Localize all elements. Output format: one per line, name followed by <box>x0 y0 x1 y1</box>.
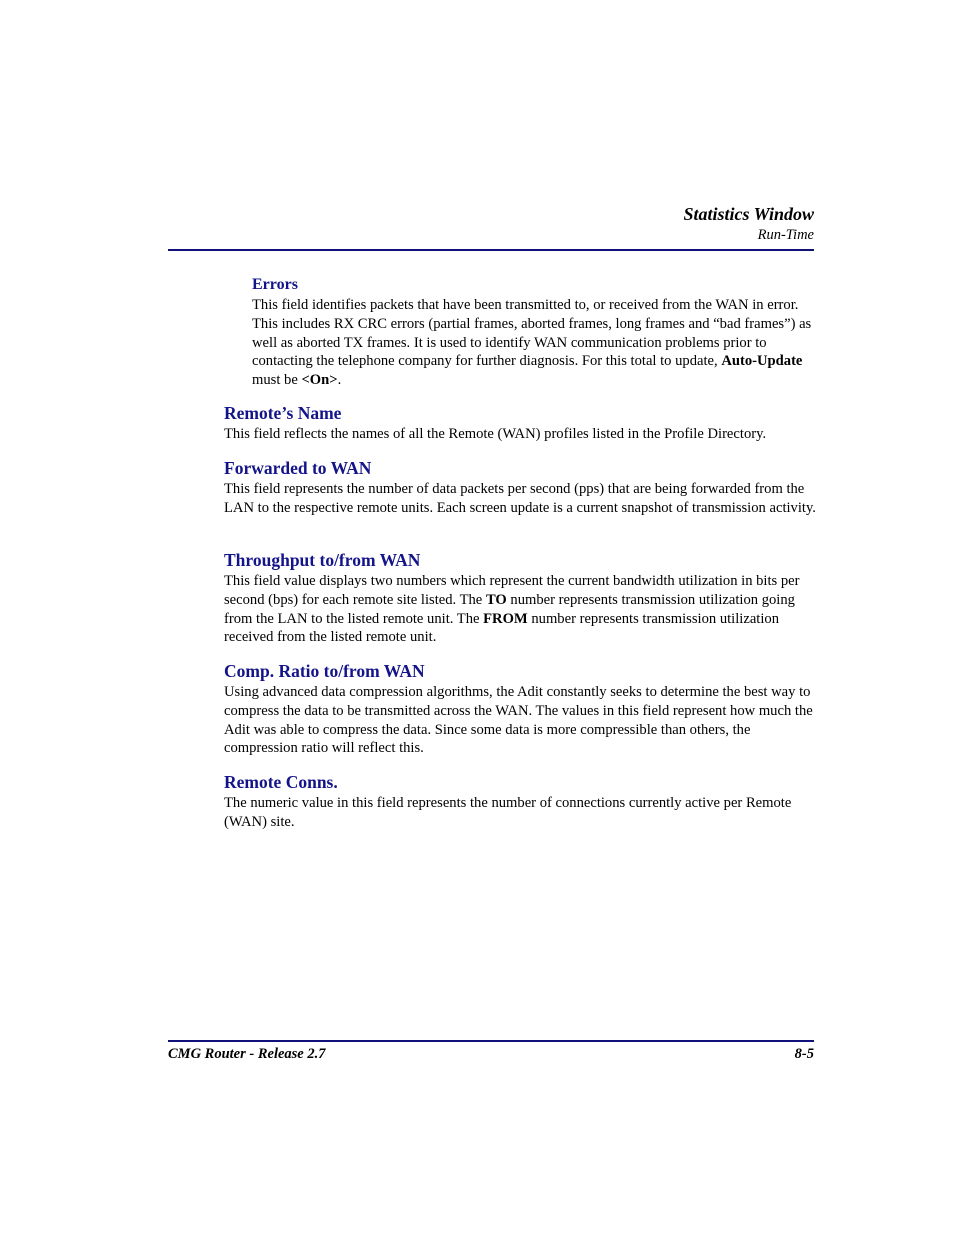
section-body: The numeric value in this field represents the number of connections currently active per Remote (WAN) site. <box>224 795 792 830</box>
bold-term: <On> <box>301 372 338 389</box>
section-body: This field represents the number of data packets per second (pps) that are being forwarded from the LAN to the respective remote units. Each screen update is a current snapshot of transmission activity. <box>224 481 816 516</box>
section-errors <box>252 276 814 390</box>
section-heading: Forwarded to WAN <box>224 458 372 478</box>
section-heading: Comp. Ratio to/from WAN <box>224 661 425 681</box>
section-remote-conns <box>224 771 816 832</box>
section-body: Using advanced data compression algorithms, the Adit constantly seeks to determine the best way to compress the data to be transmitted across the WAN. The values in this field represent how much the Adit was able to compress the data. Since some data is more compressible than others, the compression ratio will reflect this. <box>224 684 813 757</box>
footer-product: CMG Router - Release 2.7 <box>168 1046 326 1062</box>
section-heading: Errors <box>252 276 298 293</box>
bold-term: FROM <box>483 610 528 627</box>
body-text: This field identifies packets that have been transmitted to, or received from the WAN in error. This includes RX CRC errors (partial frames, aborted frames, long frames and “bad frames”) as well as aborted TX frames. It is used to identify WAN communication problems prior to contacting the telephone company for further diagnosis. For this total to update, <box>252 297 812 370</box>
body-text: This field value displays two numbers which represent the current bandwidth utilization in bits per second (bps) for each remote site listed. The <box>224 573 800 608</box>
header-rule <box>168 249 814 251</box>
page-header-subtitle: Run-Time <box>757 227 814 243</box>
section-heading: Remote Conns. <box>224 772 338 792</box>
body-text: number represents transmission utilization received from the listed remote unit. <box>224 610 780 646</box>
section-throughput-to-from-wan <box>224 549 816 647</box>
bold-term: TO <box>485 591 507 608</box>
section-heading: Remote’s Name <box>224 403 342 423</box>
bold-term: Auto-Update <box>721 353 803 370</box>
body-text: . <box>337 372 342 389</box>
section-body <box>252 296 814 390</box>
footer-page-number: 8-5 <box>794 1046 814 1062</box>
section-remotes-name <box>224 402 816 444</box>
page-header-title: Statistics Window <box>683 204 814 224</box>
body-text: number represents transmission utilization going from the LAN to the listed remote unit. The <box>224 591 795 627</box>
section-body <box>224 572 816 647</box>
section-forwarded-to-wan <box>224 457 816 518</box>
section-heading: Throughput to/from WAN <box>224 550 421 570</box>
footer-rule <box>168 1040 814 1042</box>
section-comp-ratio-to-from-wan <box>224 660 816 758</box>
section-body: This field reflects the names of all the Remote (WAN) profiles listed in the Profile Directory. <box>224 426 767 442</box>
body-text: must be <box>252 372 302 389</box>
